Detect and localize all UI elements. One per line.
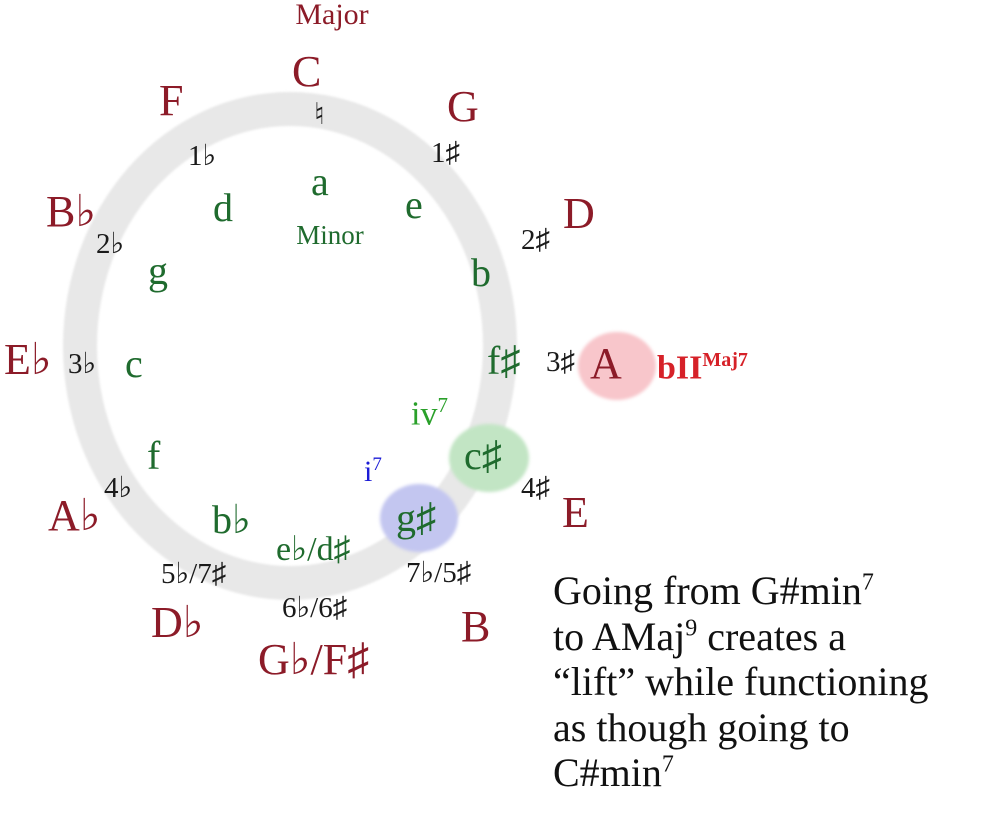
caption-line-4: as though going to — [553, 704, 850, 750]
bii-maj7-base: bII — [657, 349, 703, 387]
iv7-superscript: 7 — [437, 393, 448, 417]
caption-line-2-text-a: to AMaj — [553, 613, 686, 659]
accidental-3-sharp: 3♯ — [546, 346, 575, 378]
accidental-2-sharp: 2♯ — [521, 224, 550, 256]
major-key-C: C — [292, 47, 322, 96]
accidental-5-flat-7-sharp: 5♭/7♯ — [161, 558, 227, 590]
caption-line-2-text-b: creates a — [697, 613, 847, 659]
caption-line-5-text: C#min — [553, 750, 662, 796]
caption-line-2 — [553, 614, 1000, 660]
accidental-natural: ♮ — [314, 98, 325, 131]
minor-key-g: g — [148, 248, 168, 293]
accidental-7-flat-5-sharp: 7♭/5♯ — [406, 557, 472, 589]
iv7-annotation — [411, 395, 448, 431]
i7-annotation — [364, 455, 382, 487]
major-key-Eb: E♭ — [4, 335, 52, 384]
major-key-A: A — [590, 339, 622, 388]
minor-key-c: c — [125, 341, 143, 386]
minor-key-eb-dsharp: e♭/d♯ — [276, 531, 351, 568]
caption-line-5-sup: 7 — [661, 752, 674, 779]
caption-line-3: “lift” while functioning — [553, 659, 929, 705]
accidental-1-flat: 1♭ — [188, 140, 217, 172]
major-key-Gb-Fsharp: G♭/F♯ — [258, 635, 370, 684]
accidental-4-flat: 4♭ — [104, 472, 133, 504]
major-key-F: F — [159, 76, 184, 125]
bii-maj7-superscript: Maj7 — [702, 349, 748, 371]
i7-base: i — [364, 455, 373, 488]
minor-key-f-sharp: f♯ — [487, 338, 521, 383]
minor-key-f: f — [147, 433, 161, 478]
accidental-6-flat-6-sharp: 6♭/6♯ — [282, 592, 348, 624]
major-key-D: D — [563, 189, 595, 238]
bii-maj7-annotation — [657, 350, 748, 385]
minor-key-g-sharp: g♯ — [396, 495, 436, 540]
minor-key-c-sharp: c♯ — [464, 433, 502, 478]
caption-line-2-sup: 9 — [685, 615, 698, 642]
minor-key-b: b — [471, 250, 491, 295]
i7-superscript: 7 — [372, 454, 382, 475]
caption-line-1 — [553, 568, 1000, 614]
caption-line-1-sup: 7 — [861, 569, 874, 596]
major-title: Major — [295, 0, 369, 31]
minor-key-e: e — [405, 182, 423, 227]
major-key-E: E — [562, 488, 589, 537]
minor-title: Minor — [296, 220, 364, 250]
accidental-1-sharp: 1♯ — [431, 137, 460, 169]
major-key-B: B — [461, 602, 491, 651]
major-key-Ab: A♭ — [48, 491, 101, 540]
minor-key-d: d — [213, 185, 233, 230]
caption-line-5 — [553, 750, 1000, 796]
accidental-3-flat: 3♭ — [68, 348, 97, 380]
caption-line-1-text: Going from G#min — [553, 568, 862, 613]
iv7-base: iv — [411, 395, 438, 433]
minor-key-a: a — [311, 159, 329, 204]
major-key-G: G — [447, 82, 479, 131]
caption-paragraph — [553, 568, 1000, 796]
minor-key-b-flat: b♭ — [212, 497, 251, 542]
major-key-Db: D♭ — [151, 598, 204, 647]
major-key-Bb: B♭ — [46, 187, 97, 236]
accidental-2-flat: 2♭ — [96, 228, 125, 260]
accidental-4-sharp: 4♯ — [521, 472, 550, 504]
